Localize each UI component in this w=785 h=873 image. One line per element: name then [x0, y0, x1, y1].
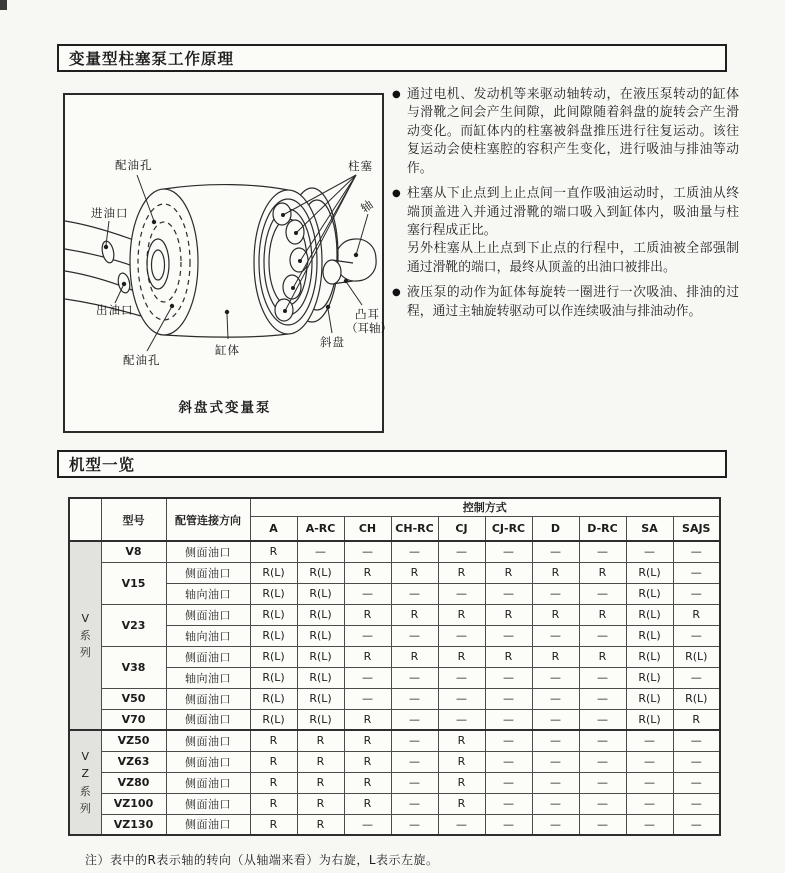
model-table	[68, 497, 721, 836]
pump-diagram-drawing	[65, 95, 382, 431]
bullet-paragraph: 液压泵的动作为缸体每旋转一圈进行一次吸油、排油的过程，通过主轴旋转驱动可以作连续吸油与排油动作。	[407, 285, 739, 319]
section-title-principle: 变量型柱塞泵工作原理	[57, 44, 727, 72]
value-cell: —	[485, 751, 532, 772]
value-cell: —	[344, 625, 391, 646]
value-cell: R	[391, 646, 438, 667]
direction-cell: 侧面油口	[166, 604, 250, 625]
table-row	[69, 583, 720, 604]
value-cell: R	[344, 772, 391, 793]
value-cell: —	[532, 730, 579, 751]
table-row	[69, 667, 720, 688]
value-cell: —	[579, 688, 626, 709]
table-row	[69, 730, 720, 751]
table-row	[69, 709, 720, 730]
value-cell: R	[297, 751, 344, 772]
table-row	[69, 604, 720, 625]
value-cell: —	[579, 667, 626, 688]
value-cell: —	[673, 772, 720, 793]
value-cell: R(L)	[626, 562, 673, 583]
value-cell: —	[626, 772, 673, 793]
value-cell: —	[344, 688, 391, 709]
header-control-col: CH-RC	[391, 516, 438, 541]
value-cell: R	[344, 709, 391, 730]
value-cell: R(L)	[673, 688, 720, 709]
value-cell: —	[532, 625, 579, 646]
value-cell: —	[673, 667, 720, 688]
table-row	[69, 688, 720, 709]
table-row	[69, 646, 720, 667]
table-row	[69, 625, 720, 646]
value-cell: R	[297, 772, 344, 793]
value-cell: R	[250, 730, 297, 751]
value-cell: R	[673, 604, 720, 625]
value-cell: —	[626, 541, 673, 562]
value-cell: R	[579, 604, 626, 625]
value-cell: —	[579, 793, 626, 814]
value-cell: —	[485, 667, 532, 688]
value-cell: R	[391, 604, 438, 625]
value-cell: —	[673, 625, 720, 646]
value-cell: R(L)	[626, 688, 673, 709]
value-cell: R(L)	[297, 667, 344, 688]
bullet-icon: ●	[392, 287, 401, 299]
value-cell: R	[438, 730, 485, 751]
value-cell: R	[532, 646, 579, 667]
bullet-paragraph: 柱塞从下止点到上止点间一直作吸油运动时，工质油从终端顶盖进入并通过滑靴的端口吸入到缸体内，吸油量与柱塞行程成正比。	[407, 186, 739, 238]
value-cell: R	[250, 814, 297, 835]
value-cell: —	[532, 688, 579, 709]
value-cell: —	[344, 541, 391, 562]
value-cell: —	[673, 562, 720, 583]
table-row	[69, 751, 720, 772]
bullet-item	[392, 86, 739, 178]
model-cell: V8	[101, 541, 166, 562]
bullet-list	[392, 86, 739, 328]
direction-cell: 侧面油口	[166, 541, 250, 562]
value-cell: —	[579, 751, 626, 772]
value-cell: R(L)	[626, 709, 673, 730]
value-cell: —	[391, 709, 438, 730]
value-cell: —	[532, 814, 579, 835]
value-cell: R	[438, 604, 485, 625]
series-cell: V Z 系 列	[69, 730, 101, 835]
value-cell: —	[532, 793, 579, 814]
table-row	[69, 814, 720, 835]
bullet-paragraph: 另外柱塞从上止点到下止点的行程中，工质油被全部强制通过滑靴的端口，最终从顶盖的出油口被排出。	[407, 241, 739, 275]
value-cell: R(L)	[297, 604, 344, 625]
table-footnote: 注）表中的R表示轴的转向（从轴端来看）为右旋，L表示左旋。	[85, 853, 439, 867]
direction-cell: 侧面油口	[166, 751, 250, 772]
value-cell: —	[579, 625, 626, 646]
value-cell: —	[532, 751, 579, 772]
value-cell: R	[532, 604, 579, 625]
value-cell: —	[485, 583, 532, 604]
header-model: 型号	[101, 498, 166, 541]
value-cell: —	[673, 793, 720, 814]
value-cell: —	[391, 541, 438, 562]
value-cell: —	[673, 751, 720, 772]
value-cell: —	[438, 583, 485, 604]
value-cell: R(L)	[297, 562, 344, 583]
label-inlet: 进油口	[91, 206, 129, 220]
table-row	[69, 793, 720, 814]
bullet-text	[407, 284, 739, 321]
value-cell: —	[579, 709, 626, 730]
direction-cell: 侧面油口	[166, 793, 250, 814]
value-cell: R	[250, 541, 297, 562]
header-corner	[69, 498, 101, 541]
value-cell: R(L)	[626, 646, 673, 667]
model-cell: V70	[101, 709, 166, 730]
value-cell: —	[532, 583, 579, 604]
direction-cell: 侧面油口	[166, 646, 250, 667]
label-valve-hole-top: 配油孔	[115, 158, 153, 172]
direction-cell: 轴向油口	[166, 625, 250, 646]
value-cell: R(L)	[626, 667, 673, 688]
model-cell: VZ80	[101, 772, 166, 793]
bullet-text	[407, 185, 739, 277]
model-cell: VZ50	[101, 730, 166, 751]
label-lug-line1: 凸耳	[355, 307, 380, 321]
value-cell: —	[579, 772, 626, 793]
value-cell: —	[438, 709, 485, 730]
valve-plate-shape	[130, 189, 198, 335]
model-cell: VZ130	[101, 814, 166, 835]
value-cell: —	[626, 751, 673, 772]
bullet-paragraph: 通过电机、发动机等来驱动轴转动，在液压泵转动的缸体与滑靴之间会产生间隙，此间隙随着斜盘的旋转会产生滑动变化。而缸体内的柱塞被斜盘推压进行往复运动。该往复运动会使柱塞腔的容积产生变化，进行吸油与排油等动作。	[407, 87, 739, 176]
header-direction: 配管连接方向	[166, 498, 250, 541]
value-cell: —	[438, 814, 485, 835]
model-cell: VZ63	[101, 751, 166, 772]
value-cell: —	[391, 667, 438, 688]
value-cell: —	[391, 772, 438, 793]
value-cell: —	[391, 730, 438, 751]
direction-cell: 侧面油口	[166, 709, 250, 730]
value-cell: —	[391, 814, 438, 835]
value-cell: —	[579, 730, 626, 751]
value-cell: —	[626, 814, 673, 835]
diagram-caption: 斜盘式变量泵	[178, 400, 272, 416]
header-control-col: A-RC	[297, 516, 344, 541]
header-control-col: A	[250, 516, 297, 541]
value-cell: R	[250, 793, 297, 814]
value-cell: —	[297, 541, 344, 562]
value-cell: —	[391, 793, 438, 814]
table-row	[69, 541, 720, 562]
header-control-col: D-RC	[579, 516, 626, 541]
value-cell: R	[579, 646, 626, 667]
value-cell: —	[485, 730, 532, 751]
header-control-col: CH	[344, 516, 391, 541]
direction-cell: 侧面油口	[166, 562, 250, 583]
bullet-item	[392, 185, 739, 277]
value-cell: —	[344, 667, 391, 688]
value-cell: R	[344, 751, 391, 772]
value-cell: —	[391, 751, 438, 772]
value-cell: R	[438, 562, 485, 583]
value-cell: —	[532, 667, 579, 688]
value-cell: R(L)	[297, 625, 344, 646]
value-cell: R	[438, 772, 485, 793]
value-cell: R	[297, 814, 344, 835]
value-cell: —	[673, 583, 720, 604]
value-cell: —	[485, 814, 532, 835]
value-cell: R	[485, 646, 532, 667]
label-lug-line2: （耳轴）	[346, 321, 392, 335]
section-title-models: 机型一览	[57, 450, 727, 478]
value-cell: R(L)	[250, 583, 297, 604]
header-control-col: SAJS	[673, 516, 720, 541]
value-cell: —	[579, 814, 626, 835]
value-cell: R(L)	[250, 688, 297, 709]
value-cell: R	[579, 562, 626, 583]
header-control-col: D	[532, 516, 579, 541]
bullet-item	[392, 284, 739, 321]
value-cell: —	[485, 772, 532, 793]
value-cell: R	[250, 772, 297, 793]
label-valve-hole-bottom: 配油孔	[123, 353, 161, 367]
label-outlet: 出油口	[96, 303, 134, 317]
table-row	[69, 772, 720, 793]
model-cell: VZ100	[101, 793, 166, 814]
scan-artifact	[0, 0, 7, 10]
value-cell: R(L)	[250, 646, 297, 667]
model-cell: V15	[101, 562, 166, 604]
label-swash-plate: 斜盘	[320, 335, 345, 349]
value-cell: —	[673, 541, 720, 562]
value-cell: R	[344, 730, 391, 751]
value-cell: —	[391, 688, 438, 709]
value-cell: —	[344, 583, 391, 604]
value-cell: R(L)	[626, 625, 673, 646]
value-cell: R	[438, 751, 485, 772]
header-control-col: CJ-RC	[485, 516, 532, 541]
label-piston: 柱塞	[348, 159, 373, 173]
value-cell: R	[438, 793, 485, 814]
value-cell: R	[297, 730, 344, 751]
value-cell: —	[438, 541, 485, 562]
value-cell: R(L)	[250, 667, 297, 688]
value-cell: —	[485, 709, 532, 730]
value-cell: —	[485, 793, 532, 814]
direction-cell: 侧面油口	[166, 730, 250, 751]
bullet-icon: ●	[392, 89, 401, 100]
value-cell: —	[532, 709, 579, 730]
header-control-col: CJ	[438, 516, 485, 541]
bullet-text	[407, 86, 739, 178]
table-row	[69, 562, 720, 583]
value-cell: R	[438, 646, 485, 667]
value-cell: R	[297, 793, 344, 814]
bullet-icon: ●	[392, 188, 401, 200]
header-control-col: SA	[626, 516, 673, 541]
value-cell: —	[532, 541, 579, 562]
value-cell: R(L)	[626, 604, 673, 625]
value-cell: R(L)	[626, 583, 673, 604]
model-cell: V23	[101, 604, 166, 646]
header-control: 控制方式	[250, 498, 720, 516]
value-cell: —	[626, 793, 673, 814]
value-cell: R	[344, 604, 391, 625]
direction-cell: 侧面油口	[166, 814, 250, 835]
direction-cell: 侧面油口	[166, 772, 250, 793]
direction-cell: 侧面油口	[166, 688, 250, 709]
direction-cell: 轴向油口	[166, 667, 250, 688]
value-cell: R(L)	[673, 646, 720, 667]
value-cell: —	[344, 814, 391, 835]
pump-diagram-box	[63, 93, 392, 433]
value-cell: R	[391, 562, 438, 583]
value-cell: R	[250, 751, 297, 772]
value-cell: —	[485, 625, 532, 646]
value-cell: R(L)	[297, 583, 344, 604]
value-cell: —	[532, 772, 579, 793]
value-cell: R(L)	[297, 646, 344, 667]
value-cell: R	[485, 562, 532, 583]
value-cell: R	[532, 562, 579, 583]
label-cylinder: 缸体	[215, 343, 240, 357]
series-cell: V 系 列	[69, 541, 101, 730]
value-cell: R(L)	[250, 562, 297, 583]
value-cell: R	[344, 793, 391, 814]
value-cell: —	[391, 625, 438, 646]
value-cell: —	[485, 688, 532, 709]
value-cell: —	[438, 625, 485, 646]
value-cell: R(L)	[250, 604, 297, 625]
value-cell: R(L)	[297, 688, 344, 709]
value-cell: —	[673, 814, 720, 835]
value-cell: R(L)	[297, 709, 344, 730]
value-cell: R(L)	[250, 709, 297, 730]
value-cell: —	[579, 541, 626, 562]
model-cell: V38	[101, 646, 166, 688]
value-cell: —	[391, 583, 438, 604]
model-cell: V50	[101, 688, 166, 709]
value-cell: —	[485, 541, 532, 562]
value-cell: —	[673, 730, 720, 751]
value-cell: —	[579, 583, 626, 604]
value-cell: R	[344, 646, 391, 667]
label-shaft: 轴	[358, 196, 377, 216]
value-cell: R	[673, 709, 720, 730]
value-cell: R	[344, 562, 391, 583]
value-cell: R	[485, 604, 532, 625]
value-cell: R(L)	[250, 625, 297, 646]
value-cell: —	[438, 667, 485, 688]
direction-cell: 轴向油口	[166, 583, 250, 604]
value-cell: —	[626, 730, 673, 751]
value-cell: —	[438, 688, 485, 709]
